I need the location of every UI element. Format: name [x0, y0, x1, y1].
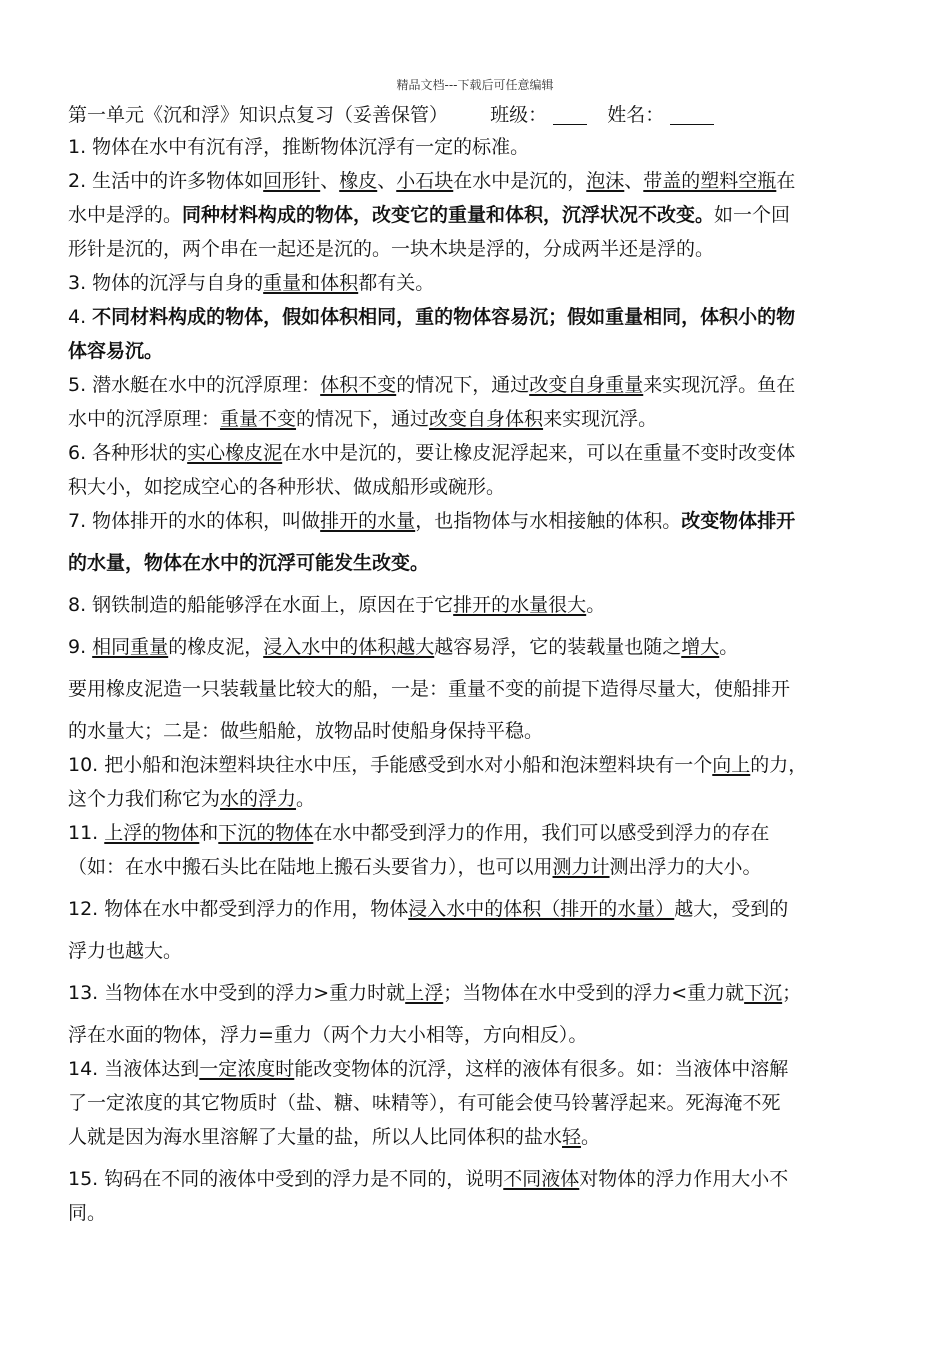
text-segment: 浮在水面的物体，浮力=重力（两个力大小相等，方向相反）。	[68, 1024, 588, 1046]
text-line	[68, 300, 928, 334]
underlined-term: 浸入水中的体积越大	[263, 636, 435, 658]
text-line	[68, 630, 928, 664]
class-label: 班级：	[490, 104, 548, 126]
class-blank	[553, 104, 587, 125]
text-line	[68, 1052, 928, 1086]
bold-statement: 同种材料构成的物体，改变它的重量和体积，沉浮状况不改变。	[182, 204, 715, 226]
text-segment: 的情况下，通过	[296, 408, 430, 430]
underlined-term: 测力计	[552, 856, 610, 878]
underlined-term: 回形针	[263, 170, 321, 192]
underlined-term: 改变自身重量	[529, 374, 644, 396]
text-segment: 水中的沉浮原理：	[68, 408, 221, 430]
text-segment: 6. 各种形状的	[68, 442, 188, 464]
bold-statement: 体容易沉。	[68, 340, 164, 362]
text-line	[68, 1162, 928, 1196]
bold-statement: 不同材料构成的物体，假如体积相同，重的物体容易沉；假如重量相同，体积小的物	[92, 306, 796, 328]
text-segment: 的水量大；二是：做些船舱，放物品时使船身保持平稳。	[68, 720, 544, 742]
text-segment: 要用橡皮泥造一只装载量比较大的船，一是：重量不变的前提下造得尽量大，使船排开	[68, 678, 791, 700]
text-segment: 积大小，如挖成空心的各种形状、做成船形或碗形。	[68, 476, 506, 498]
header-note: 精品文档---下载后可任意编辑	[396, 78, 554, 92]
text-segment: 在水中是沉的，要让橡皮泥浮起来，可以在重量不变时改变体	[282, 442, 796, 464]
text-segment: 了一定浓度的其它物质时（盐、糖、味精等），有可能会使马铃薯浮起来。死海淹不死	[68, 1092, 781, 1114]
text-segment: 。	[581, 1126, 601, 1148]
text-segment: 来实现沉浮。鱼在	[643, 374, 796, 396]
underlined-term: 排开的水量	[320, 510, 416, 532]
underlined-term: 重量不变	[220, 408, 297, 430]
text-segment: 13. 当物体在水中受到的浮力>重力时就	[68, 982, 406, 1004]
text-segment: 15. 钩码在不同的液体中受到的浮力是不同的，说明	[68, 1168, 504, 1190]
text-segment: 都有关。	[358, 272, 435, 294]
text-line	[68, 436, 928, 470]
document-title	[68, 100, 928, 130]
text-segment: 浮力也越大。	[68, 940, 183, 962]
text-segment: 、	[320, 170, 340, 192]
text-line	[68, 672, 928, 706]
text-segment: 11.	[68, 822, 105, 844]
text-segment: 、	[377, 170, 397, 192]
underlined-term: 体积不变	[320, 374, 397, 396]
underlined-term: 相同重量	[92, 636, 169, 658]
underlined-term: 轻	[562, 1126, 582, 1148]
text-segment: 2. 生活中的许多物体如	[68, 170, 264, 192]
text-segment: 、	[624, 170, 644, 192]
text-segment: 水中是浮的。	[68, 204, 183, 226]
underlined-term: 不同液体	[503, 1168, 580, 1190]
text-line	[68, 892, 928, 926]
text-line	[68, 232, 928, 266]
text-segment: 和	[199, 822, 219, 844]
text-segment: 5. 潜水艇在水中的沉浮原理：	[68, 374, 321, 396]
text-line	[68, 164, 928, 198]
bold-statement: 的水量，物体在水中的沉浮可能发生改变。	[68, 552, 430, 574]
underlined-term: 排开的水量很大	[453, 594, 587, 616]
text-line	[68, 782, 928, 816]
underlined-term: 一定浓度时	[199, 1058, 295, 1080]
underlined-term: 改变自身体积	[429, 408, 544, 430]
text-segment: ，也指物体与水相接触的体积。	[415, 510, 682, 532]
text-segment: （如：在水中搬石头比在陆地上搬石头要省力），也可以用	[68, 856, 553, 878]
text-segment: 在水中是沉的，	[453, 170, 587, 192]
text-segment: 8. 钢铁制造的船能够浮在水面上，原因在于它	[68, 594, 454, 616]
underlined-term: 浸入水中的体积（排开的水量）	[408, 898, 675, 920]
text-segment: 形针是沉的，两个串在一起还是沉的。一块木块是浮的，分成两半还是浮的。	[68, 238, 715, 260]
underlined-term: 下沉	[744, 982, 783, 1004]
text-line	[68, 402, 928, 436]
text-line	[68, 714, 928, 748]
text-line	[68, 130, 928, 164]
text-segment: 能改变物体的沉浮，这样的液体有很多。如：当液体中溶解	[294, 1058, 789, 1080]
underlined-term: 小石块	[396, 170, 454, 192]
underlined-term: 上浮	[405, 982, 444, 1004]
text-line	[68, 976, 928, 1010]
text-line	[68, 1018, 928, 1052]
text-segment: 的情况下，通过	[396, 374, 530, 396]
underlined-term: 带盖的塑料空瓶	[643, 170, 777, 192]
text-line	[68, 198, 928, 232]
text-line	[68, 816, 928, 850]
underlined-term: 增大	[681, 636, 720, 658]
text-line	[68, 334, 928, 368]
text-line	[68, 748, 928, 782]
bold-statement: 改变物体排开	[681, 510, 796, 532]
text-segment: 12. 物体在水中都受到浮力的作用，物体	[68, 898, 409, 920]
text-segment: 对物体的浮力作用大小不	[579, 1168, 789, 1190]
text-segment: 越大，受到的	[674, 898, 789, 920]
text-segment: 。	[296, 788, 316, 810]
text-segment: 4.	[68, 306, 93, 328]
text-line	[68, 266, 928, 300]
text-segment: ；当物体在水中受到的浮力<重力就	[443, 982, 745, 1004]
text-segment: 7. 物体排开的水的体积，叫做	[68, 510, 321, 532]
text-segment: 的橡皮泥，	[168, 636, 264, 658]
underlined-term: 上浮的物体	[104, 822, 200, 844]
text-segment: 测出浮力的大小。	[609, 856, 762, 878]
text-segment: 同。	[68, 1202, 107, 1224]
underlined-term: 重量和体积	[263, 272, 359, 294]
name-blank	[670, 104, 714, 125]
text-line	[68, 470, 928, 504]
text-line	[68, 1120, 928, 1154]
underlined-term: 下沉的物体	[218, 822, 314, 844]
text-segment: 来实现沉浮。	[543, 408, 658, 430]
text-segment: 10. 把小船和泡沫塑料块往水中压，手能感受到水对小船和泡沫塑料块有一个	[68, 754, 713, 776]
name-label: 姓名：	[607, 104, 665, 126]
text-segment: 在水中都受到浮力的作用，我们可以感受到浮力的存在	[313, 822, 770, 844]
text-segment: 。	[586, 594, 606, 616]
text-segment: 越容易浮，它的装载量也随之	[434, 636, 682, 658]
text-segment: 3. 物体的沉浮与自身的	[68, 272, 264, 294]
text-segment: 1. 物体在水中有沉有浮，推断物体沉浮有一定的标准。	[68, 136, 530, 158]
text-segment: 人就是因为海水里溶解了大量的盐，所以人比同体积的盐水	[68, 1126, 563, 1148]
text-segment: 。	[719, 636, 739, 658]
underlined-term: 向上	[712, 754, 751, 776]
text-line	[68, 504, 928, 538]
text-line	[68, 588, 928, 622]
text-line	[68, 546, 928, 580]
underlined-term: 实心橡皮泥	[187, 442, 283, 464]
text-line	[68, 1196, 928, 1230]
text-line	[68, 1086, 928, 1120]
knowledge-points	[68, 130, 928, 1230]
text-segment: 14. 当液体达到	[68, 1058, 200, 1080]
text-line	[68, 368, 928, 402]
text-line	[68, 850, 928, 884]
document-body	[68, 100, 928, 1230]
underlined-term: 水的浮力	[220, 788, 297, 810]
underlined-term: 泡沫	[586, 170, 625, 192]
underlined-term: 橡皮	[339, 170, 378, 192]
text-line	[68, 934, 928, 968]
text-segment: 9.	[68, 636, 93, 658]
title-text: 第一单元《沉和浮》知识点复习（妥善保管）	[68, 104, 449, 126]
text-segment: 的力，	[750, 754, 808, 776]
text-segment: 如一个回	[714, 204, 791, 226]
text-segment: 这个力我们称它为	[68, 788, 221, 810]
text-segment: 在	[776, 170, 796, 192]
text-segment: ；	[782, 982, 802, 1004]
